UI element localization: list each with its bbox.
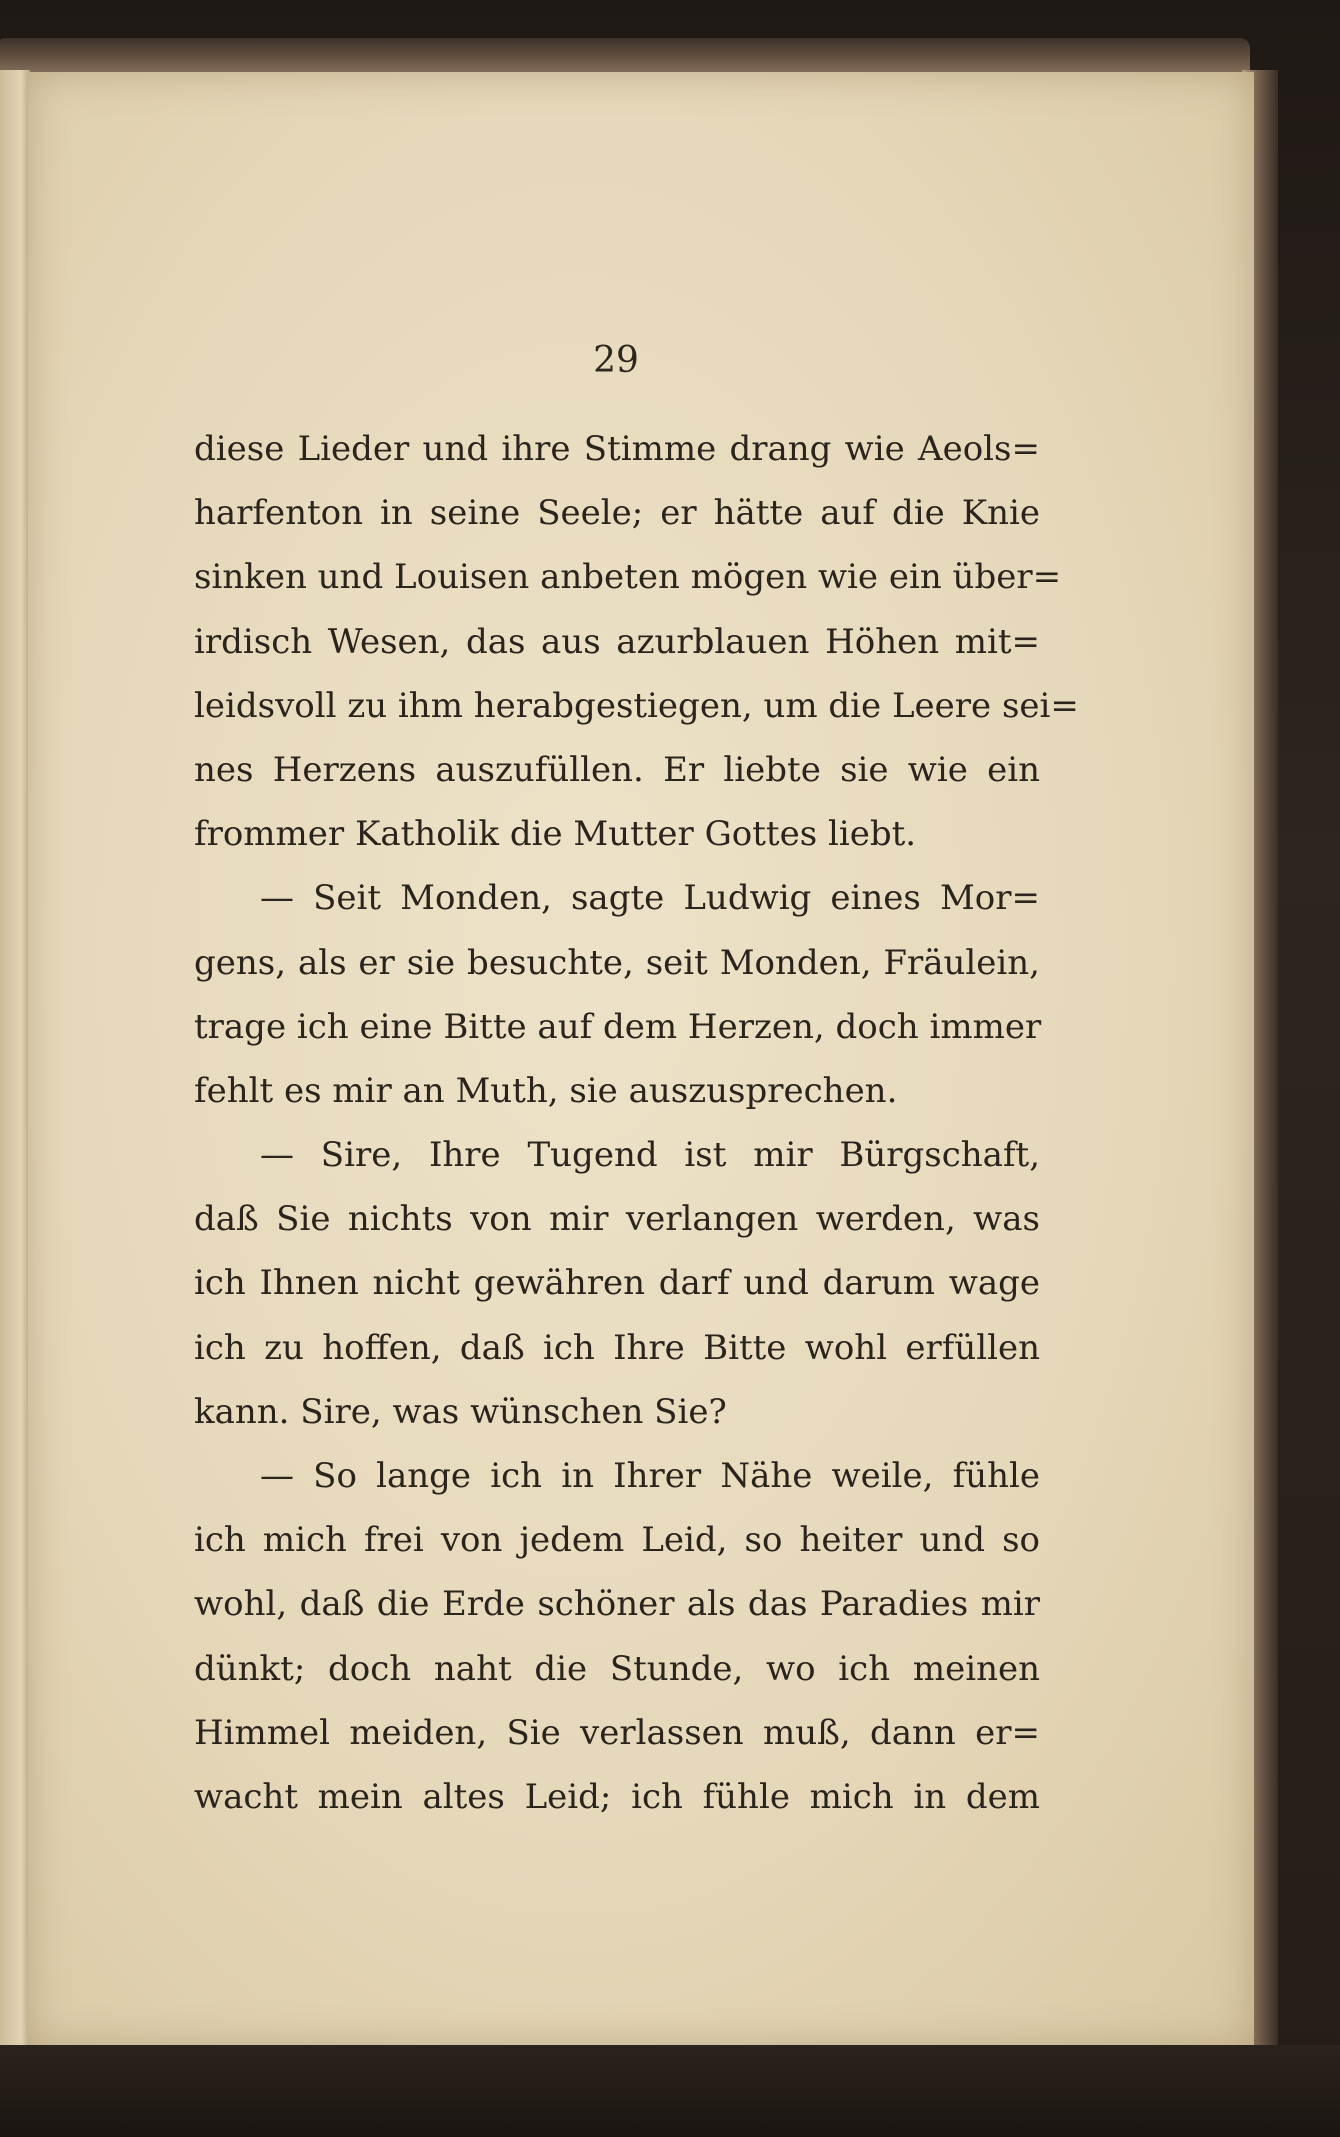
text-line: ich zu hoffen, daß ich Ihre Bitte wohl erfüllen [194,1327,1040,1368]
text-line: — Seit Monden, sagte Ludwig eines Mor= [260,878,1040,919]
text-line: dünkt; doch naht die Stunde, wo ich meinen [194,1648,1040,1689]
text-line: Himmel meiden, Sie verlassen muß, dann er= [194,1712,1040,1753]
text-line: gens, als er sie besuchte, seit Monden, Fräulein, [194,942,1040,983]
text-line: harfenton in seine Seele; er hätte auf die Knie [194,493,1040,534]
text-line: ich mich frei von jedem Leid, so heiter und so [194,1520,1040,1561]
text-line: nes Herzens auszufüllen. Er liebte sie wie ein [194,749,1040,790]
page-number: 29 [593,340,639,381]
text-line: — So lange ich in Ihrer Nähe weile, fühle [260,1456,1040,1496]
text-line: wohl, daß die Erde schöner als das Paradies mir [194,1584,1040,1625]
text-line: fehlt es mir an Muth, sie auszusprechen. [194,1070,898,1111]
text-line: frommer Katholik die Mutter Gottes liebt. [194,814,917,855]
text-line: irdisch Wesen, das aus azurblauen Höhen mit= [194,621,1040,662]
body-text [194,417,1079,1829]
text-line: trage ich eine Bitte auf dem Herzen, doch immer [194,1006,1042,1047]
text-line: wacht mein altes Leid; ich fühle mich in dem [194,1776,1040,1817]
text-line: kann. Sire, was wünschen Sie? [194,1391,727,1432]
text-line: leidsvoll zu ihm herabgestiegen, um die Leere sei= [194,685,1079,726]
text-line: daß Sie nichts von mir verlangen werden, was [194,1199,1040,1240]
text-line: diese Lieder und ihre Stimme drang wie Aeols= [194,429,1040,469]
book-page [28,72,1254,2047]
scan-bottom-edge [0,2045,1340,2137]
text-line: sinken und Louisen anbeten mögen wie ein über= [194,557,1062,598]
text-line: — Sire, Ihre Tugend ist mir Bürgschaft, [260,1135,1040,1176]
text-line: ich Ihnen nicht gewähren darf und darum wage [194,1263,1040,1304]
facing-page-edge [0,70,30,2050]
